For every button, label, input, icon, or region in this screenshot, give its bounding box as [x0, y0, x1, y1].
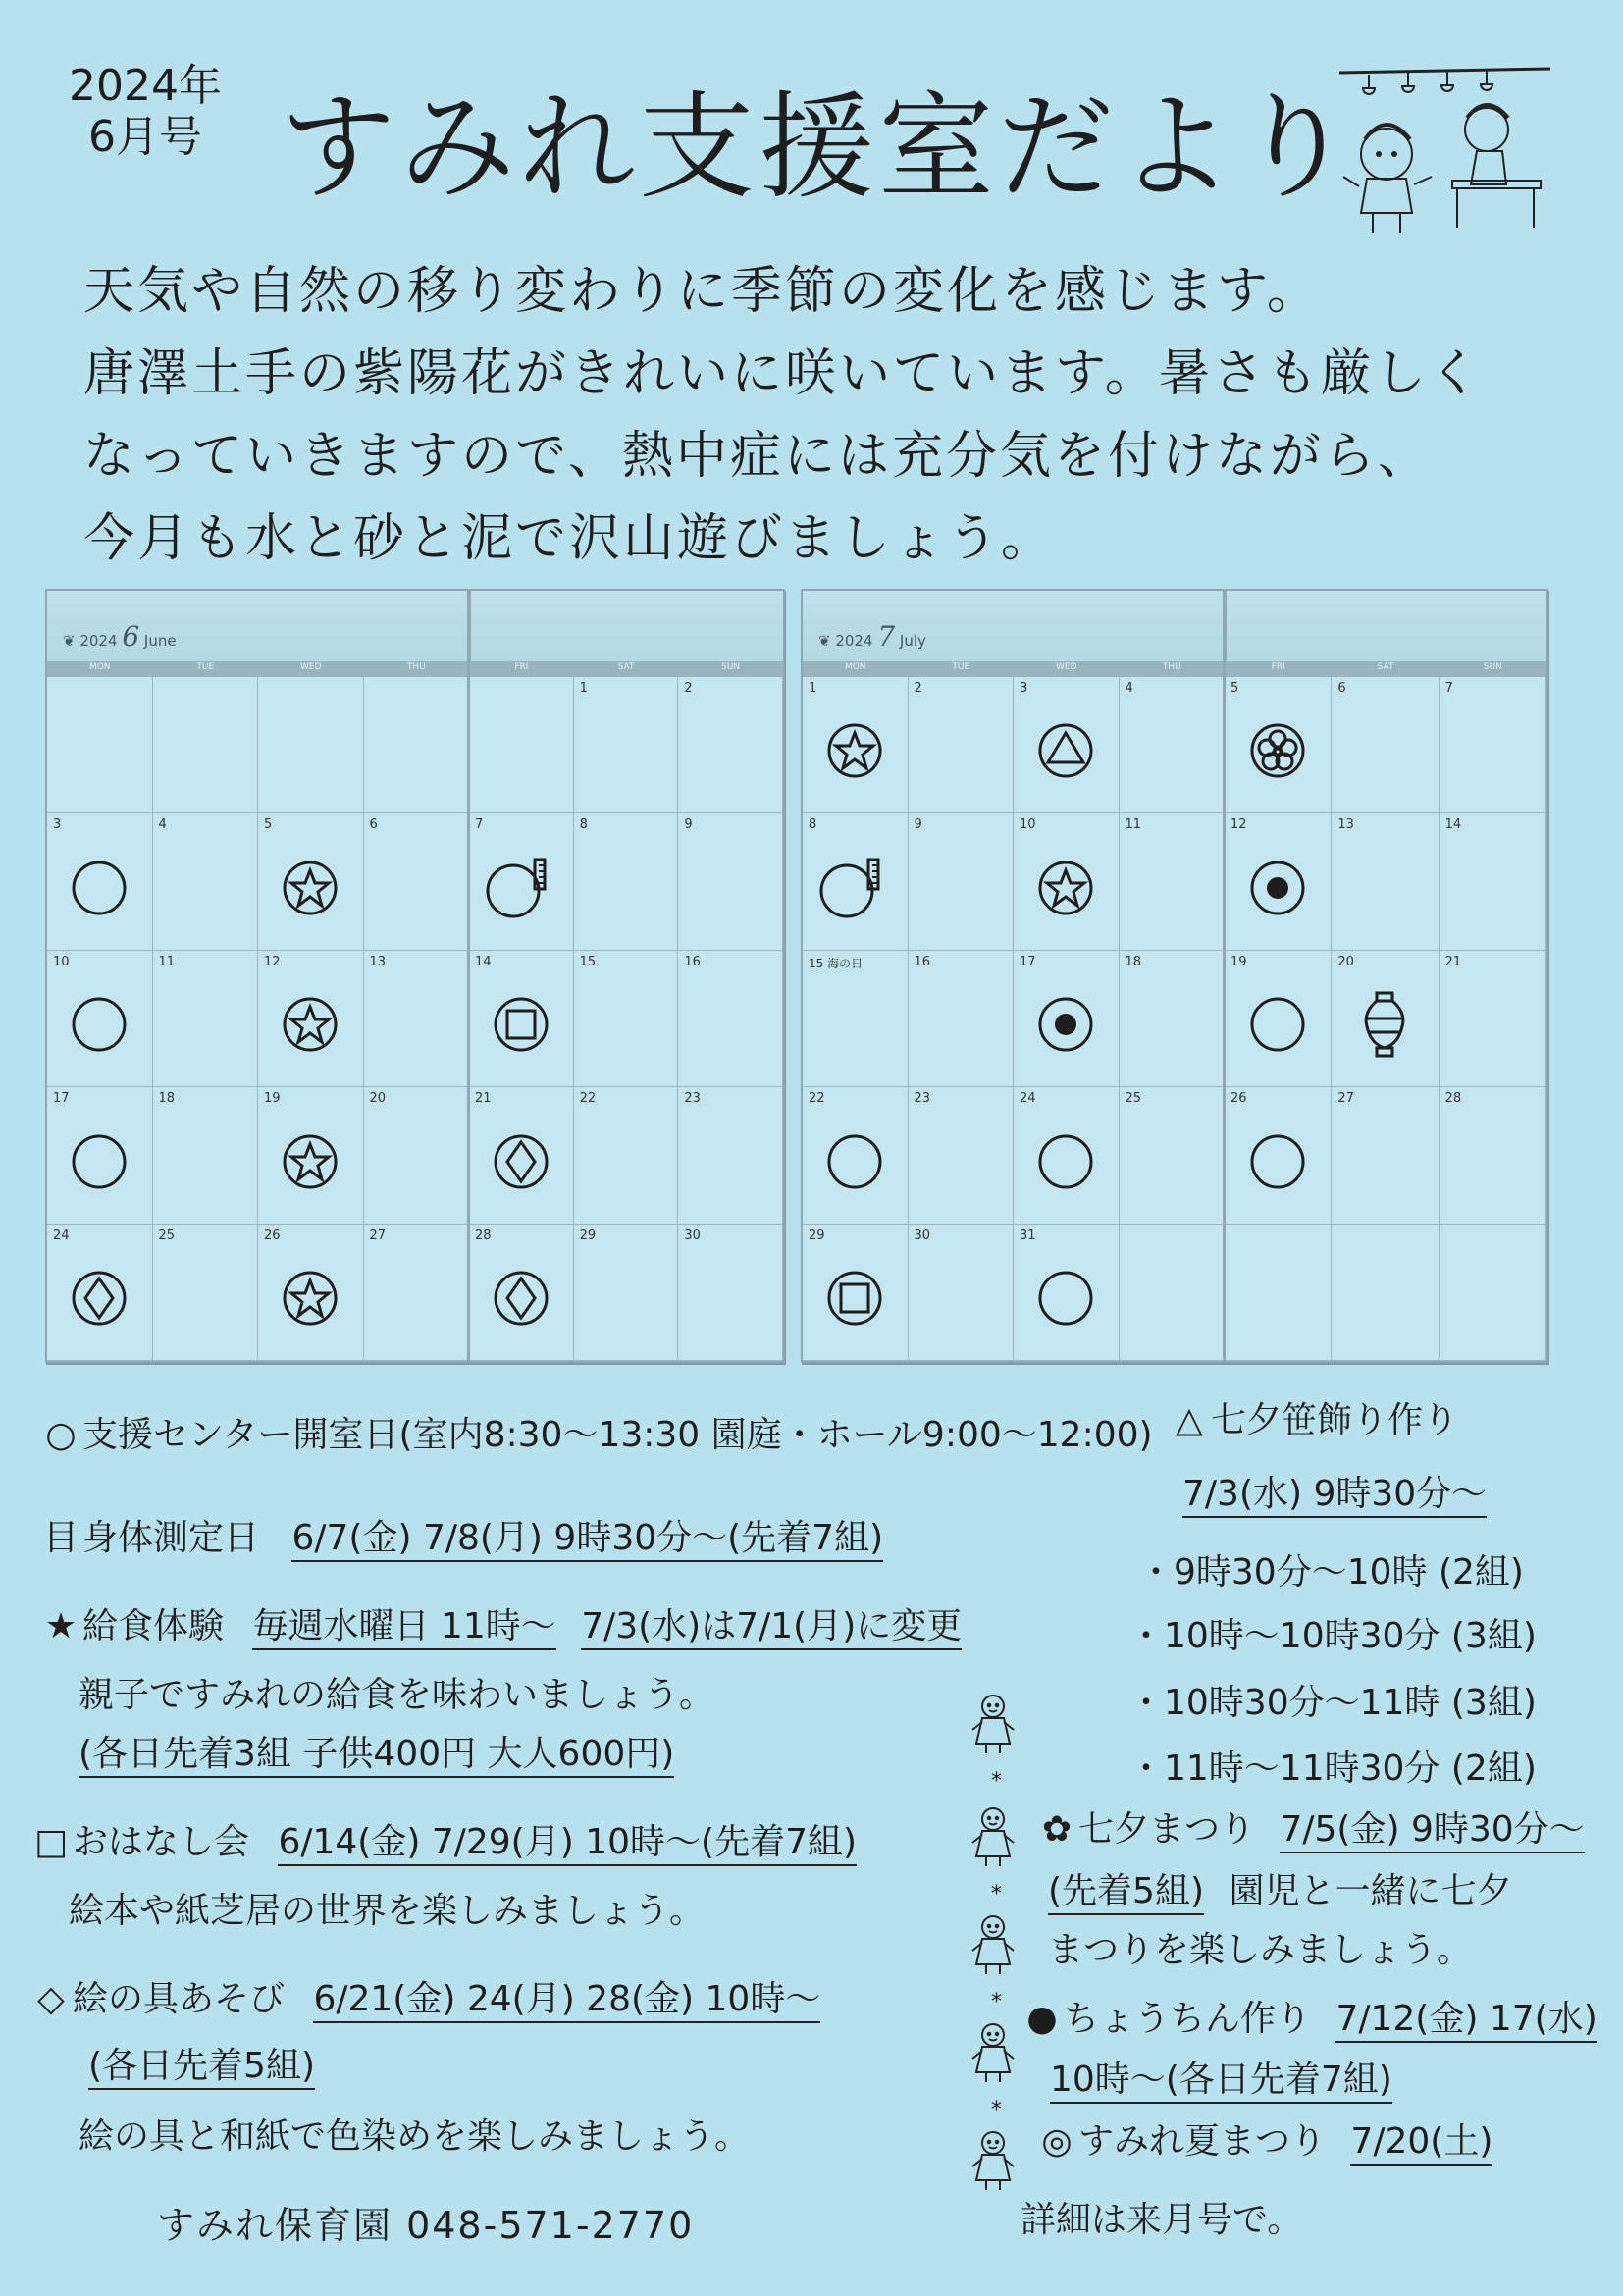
- child-figure-icon: [967, 2021, 1020, 2084]
- info-center: [39, 1413, 1153, 1458]
- weekday-label: WED: [1055, 662, 1077, 672]
- weekday-label: FRI: [1271, 662, 1285, 672]
- square-marker-icon: [823, 1267, 886, 1333]
- weekday-label: SUN: [1483, 662, 1502, 672]
- lunch-line-3: [79, 1732, 674, 1777]
- footer-contact: すみれ保育園 048-571-2770: [157, 2204, 695, 2247]
- calendar-day-cell: [1225, 951, 1332, 1087]
- weekday-label: FRI: [514, 662, 529, 672]
- circle-marker-icon: [823, 1130, 886, 1197]
- day-number: 3: [1020, 681, 1028, 696]
- june-calendar: [45, 589, 785, 1363]
- day-number: 21: [475, 1091, 492, 1107]
- june-year: 2024: [79, 632, 118, 650]
- calendar-day-cell: [364, 1087, 470, 1224]
- calendar-day-cell: [678, 813, 783, 950]
- day-number: 10: [1020, 817, 1036, 833]
- calendar-day-cell: [1332, 1087, 1439, 1224]
- calendar-day-cell: [803, 813, 909, 950]
- child-figure-icon: [967, 1913, 1020, 1976]
- calendar-day-cell: [1014, 1225, 1120, 1361]
- weekday-label: WED: [299, 662, 322, 672]
- june-grid: [47, 677, 783, 1361]
- circle-marker-icon: [1246, 1130, 1309, 1197]
- intro-message: [83, 250, 1536, 580]
- star-marker-icon: [279, 1130, 341, 1197]
- day-number: 15 海の日: [809, 956, 864, 970]
- day-number: 9: [914, 817, 922, 833]
- day-number: 5: [264, 817, 273, 833]
- calendar-day-cell: [1225, 677, 1332, 813]
- issue-year: 2024年: [69, 61, 222, 111]
- calendar-day-cell: [678, 1087, 783, 1224]
- dot-marker-icon: [1246, 857, 1309, 923]
- circle-icon: ○: [45, 1415, 77, 1455]
- calendar-day-cell: [47, 677, 153, 813]
- circle-ruler-marker-icon: [482, 854, 560, 926]
- star-marker-icon: [823, 719, 886, 786]
- lantern-marker-icon: [1353, 989, 1416, 1064]
- day-number: 30: [914, 1227, 931, 1243]
- separator-dot-icon: *: [991, 1882, 1002, 1906]
- paint-label: 絵の具あそび: [73, 1979, 286, 2019]
- calendar-day-cell: [1332, 951, 1439, 1087]
- diamond-marker-icon: [490, 1267, 552, 1333]
- july-weekday-bar: [803, 661, 1546, 677]
- intro-line: 今月も水と砂と泥で沢山遊びましょう。: [83, 509, 1056, 568]
- calendar-day-cell: [258, 1087, 364, 1224]
- circle-marker-icon: [68, 993, 131, 1060]
- info-measure: [39, 1516, 883, 1561]
- tanabata-deco-date-text: 7/3(水) 9時30分〜: [1182, 1474, 1487, 1518]
- july-calendar-header: [803, 591, 1546, 662]
- star-marker-icon: [279, 1267, 341, 1333]
- calendar-day-cell: [909, 1087, 1015, 1224]
- calendar-day-cell: [1014, 677, 1120, 813]
- calendar-day-cell: [258, 813, 364, 950]
- day-number: 29: [579, 1227, 597, 1243]
- weekday-label: THU: [1162, 662, 1181, 672]
- day-number: 19: [1230, 954, 1247, 969]
- day-number: 18: [1125, 954, 1142, 969]
- day-number: 6: [369, 817, 378, 833]
- measure-label: 身体測定日: [82, 1518, 260, 1558]
- day-number: 7: [1444, 681, 1453, 696]
- center-text: 支援センター開室日(室内8:30〜13:30 園庭・ホール9:00〜12:00): [82, 1415, 1153, 1455]
- june-month-number: 6: [122, 620, 140, 652]
- day-number: 8: [579, 817, 588, 833]
- july-calendar-label: ❦ 2024 7 July: [818, 620, 926, 652]
- paint-line-2: [88, 2044, 315, 2089]
- circle-ruler-marker-icon: [815, 854, 894, 926]
- day-number: 6: [1337, 681, 1346, 696]
- day-number: 28: [1444, 1091, 1462, 1107]
- summer-line-2: 詳細は来月号で。: [1021, 2200, 1303, 2240]
- day-number: 19: [264, 1091, 281, 1107]
- day-number: 30: [684, 1227, 701, 1243]
- dot-marker-icon: [1034, 993, 1097, 1060]
- newsletter-title: すみれ支援室だより: [280, 79, 1358, 215]
- circle-marker-icon: [68, 1130, 131, 1197]
- tanabata-deco-date: [1182, 1472, 1487, 1517]
- day-number: 24: [53, 1227, 70, 1243]
- calendar-day-cell: [47, 813, 153, 950]
- lunch-line-2: 親子ですみれの給食を味わいましょう。: [79, 1675, 715, 1715]
- calendar-day-cell: [47, 951, 153, 1087]
- calendar-day-cell: [1440, 813, 1546, 950]
- tanabata-fest-label: 七夕まつり: [1078, 1809, 1256, 1850]
- tanabata-slot: ・9時30分〜10時 (2組): [1138, 1552, 1524, 1592]
- calendar-day-cell: [909, 813, 1015, 950]
- summer-date: 7/20(土): [1350, 2121, 1492, 2166]
- flower-icon: ✿: [1041, 1809, 1073, 1850]
- measure-icon: 目: [42, 1518, 79, 1558]
- star-marker-icon: [279, 993, 341, 1060]
- calendar-day-cell: [803, 1225, 909, 1361]
- calendar-day-cell: [469, 813, 574, 950]
- june-weekday-bar: [47, 661, 783, 677]
- day-number: 17: [1020, 954, 1036, 969]
- calendar-day-cell: [574, 677, 679, 813]
- day-number: 5: [1230, 681, 1239, 696]
- weekday-label: MON: [844, 662, 866, 672]
- calendar-day-cell: [574, 813, 679, 950]
- intro-line: なっていきますので、熱中症には充分気を付けながら、: [83, 427, 1432, 486]
- day-number: 16: [914, 954, 931, 969]
- lantern-icon: ◎: [1041, 2121, 1073, 2162]
- day-number: 2: [914, 681, 922, 696]
- day-number: 27: [369, 1227, 387, 1243]
- calendar-day-cell: [803, 677, 909, 813]
- summer-label: すみれ夏まつり: [1078, 2121, 1327, 2162]
- day-number: 11: [158, 954, 176, 969]
- day-number: 17: [53, 1091, 70, 1107]
- day-number: 9: [684, 817, 693, 833]
- day-number: 22: [809, 1091, 825, 1107]
- square-icon: □: [33, 1822, 68, 1862]
- july-month-name: July: [899, 632, 926, 650]
- triangle-marker-icon: [1034, 719, 1097, 786]
- calendar-day-cell: [803, 951, 909, 1087]
- calendar-day-cell: [678, 677, 783, 813]
- calendar-day-cell: [258, 1225, 364, 1361]
- day-number: 23: [914, 1091, 931, 1107]
- june-month-name: June: [143, 632, 177, 650]
- child-figure-icon: [967, 2129, 1020, 2192]
- paint-line-3: 絵の具と和紙で色染めを楽しみましょう。: [79, 2116, 751, 2157]
- day-number: 26: [264, 1227, 281, 1243]
- calendar-day-cell: [153, 813, 259, 950]
- july-grid: [803, 677, 1546, 1361]
- weekday-label: THU: [406, 662, 426, 672]
- day-number: 22: [579, 1091, 597, 1107]
- tanabata-fest-title: [1035, 1807, 1585, 1852]
- day-number: 25: [158, 1227, 176, 1243]
- day-number: 10: [53, 954, 70, 969]
- day-number: 7: [475, 817, 484, 833]
- weekday-label: SAT: [1377, 662, 1394, 672]
- day-number: 26: [1230, 1091, 1247, 1107]
- calendar-day-cell: [1120, 1087, 1226, 1224]
- paint-limit: (各日先着5組): [88, 2046, 315, 2090]
- circle-marker-icon: [1034, 1130, 1097, 1197]
- calendar-day-cell: [153, 1225, 259, 1361]
- calendar-day-cell: [1225, 1225, 1332, 1361]
- paint-detail: 6/21(金) 24(月) 28(金) 10時〜: [313, 1979, 820, 2023]
- weekday-label: TUE: [196, 662, 215, 672]
- calendar-day-cell: [364, 813, 470, 950]
- calendar-day-cell: [47, 1225, 153, 1361]
- lantern-detail: 10時〜(各日先着7組): [1050, 2060, 1392, 2104]
- calendar-day-cell: [909, 1225, 1015, 1361]
- day-number: 20: [1337, 954, 1354, 969]
- summer-title: [1035, 2119, 1492, 2165]
- july-year: 2024: [835, 632, 873, 650]
- calendar-day-cell: [469, 677, 574, 813]
- day-number: 3: [53, 817, 62, 833]
- calendar-day-cell: [1014, 813, 1120, 950]
- calendar-day-cell: [364, 1225, 470, 1361]
- story-detail: 6/14(金) 7/29(月) 10時〜(先着7組): [278, 1822, 857, 1866]
- triangle-icon: △: [1176, 1400, 1203, 1440]
- calendar-day-cell: [678, 951, 783, 1087]
- separator-dot-icon: *: [991, 1990, 1002, 2014]
- calendar-day-cell: [1332, 1225, 1439, 1361]
- calendar-day-cell: [469, 1225, 574, 1361]
- weekday-label: MON: [88, 662, 111, 672]
- day-number: 11: [1125, 817, 1142, 833]
- tanabata-fest-date: 7/5(金) 9時30分〜: [1280, 1809, 1584, 1853]
- calendar-day-cell: [153, 951, 259, 1087]
- dot-icon: ●: [1026, 1999, 1058, 2039]
- child-figure-icon: [967, 1805, 1020, 1868]
- measure-detail: 6/7(金) 7/8(月) 9時30分〜(先着7組): [291, 1518, 883, 1562]
- lantern-label: ちょうちん作り: [1064, 1999, 1312, 2039]
- issue-date: [69, 61, 222, 163]
- calendar-day-cell: [909, 951, 1015, 1087]
- calendar-day-cell: [909, 677, 1015, 813]
- day-number: 29: [809, 1227, 825, 1243]
- weekday-label: TUE: [952, 662, 970, 672]
- diamond-marker-icon: [68, 1267, 131, 1333]
- july-calendar: [801, 589, 1548, 1363]
- weekday-label: SAT: [617, 662, 635, 672]
- calendar-day-cell: [1440, 1225, 1546, 1361]
- calendar-day-cell: [1120, 813, 1226, 950]
- day-number: 15: [579, 954, 597, 969]
- tanabata-fest-line-3: まつりを楽しみましょう。: [1048, 1930, 1473, 1970]
- lunch-change: 7/3(水)は7/1(月)に変更: [581, 1606, 962, 1650]
- calendar-day-cell: [574, 1087, 679, 1224]
- tanabata-deco-label: 七夕笹飾り作り: [1211, 1400, 1459, 1440]
- day-number: 25: [1125, 1091, 1142, 1107]
- day-number: 24: [1020, 1091, 1036, 1107]
- story-line-2: 絵本や紙芝居の世界を楽しみましょう。: [69, 1891, 706, 1931]
- diamond-icon: ◇: [37, 1979, 65, 2019]
- calendar-day-cell: [1014, 951, 1120, 1087]
- star-icon: ★: [44, 1606, 78, 1646]
- tanabata-slot: ・10時30分〜11時 (3組): [1128, 1683, 1537, 1723]
- issue-month: 6月号: [87, 112, 202, 162]
- calendar-day-cell: [1440, 951, 1546, 1087]
- calendar-day-cell: [469, 951, 574, 1087]
- lunch-label: 給食体験: [82, 1606, 225, 1646]
- calendar-day-cell: [1440, 1087, 1546, 1224]
- circle-marker-icon: [1034, 1267, 1097, 1333]
- day-number: 31: [1020, 1227, 1036, 1243]
- intro-line: 天気や自然の移り変わりに季節の変化を感じます。: [83, 262, 1321, 321]
- tanabata-fest-text: 園児と一緒に七夕: [1229, 1871, 1512, 1911]
- calendar-day-cell: [803, 1087, 909, 1224]
- story-label: おはなし会: [73, 1822, 250, 1862]
- calendar-day-cell: [1332, 813, 1439, 950]
- calendar-day-cell: [1440, 677, 1546, 813]
- day-number: 13: [1337, 817, 1354, 833]
- calendar-day-cell: [1120, 677, 1226, 813]
- calendar-day-cell: [678, 1225, 783, 1361]
- day-number: 1: [809, 681, 817, 696]
- calendar-day-cell: [47, 1087, 153, 1224]
- day-number: 16: [684, 954, 701, 969]
- day-number: 8: [809, 817, 817, 833]
- day-number: 14: [1444, 817, 1462, 833]
- info-story: [29, 1820, 857, 1865]
- day-number: 4: [1125, 681, 1133, 696]
- calendar-day-cell: [364, 951, 470, 1087]
- lunch-fee: (各日先着3組 子供400円 大人600円): [79, 1734, 674, 1778]
- calendar-day-cell: [469, 1087, 574, 1224]
- day-number: 14: [475, 954, 492, 969]
- square-marker-icon: [490, 993, 552, 1060]
- tanabata-fest-limit: (先着5組): [1048, 1871, 1204, 1915]
- circle-marker-icon: [68, 857, 131, 923]
- tanabata-slot: ・10時〜10時30分 (3組): [1128, 1616, 1537, 1656]
- flower-marker-icon: [1246, 719, 1309, 786]
- children-illustration: [1330, 61, 1555, 242]
- weekday-label: SUN: [721, 662, 741, 672]
- info-paint: [29, 1977, 820, 2022]
- day-number: 4: [158, 817, 167, 833]
- calendar-day-cell: [1014, 1087, 1120, 1224]
- calendar-day-cell: [153, 1087, 259, 1224]
- day-number: 1: [579, 681, 588, 696]
- calendar-day-cell: [1332, 677, 1439, 813]
- calendar-day-cell: [574, 951, 679, 1087]
- child-figure-icon: [967, 1693, 1020, 1755]
- calendar-day-cell: [1120, 951, 1226, 1087]
- diamond-marker-icon: [490, 1130, 552, 1197]
- day-number: 23: [684, 1091, 701, 1107]
- june-calendar-header: [47, 591, 783, 662]
- day-number: 27: [1337, 1091, 1354, 1107]
- tanabata-fest-line-2: [1048, 1869, 1511, 1914]
- lantern-date: 7/12(金) 17(水): [1335, 1999, 1597, 2043]
- calendar-day-cell: [574, 1225, 679, 1361]
- day-number: 18: [158, 1091, 176, 1107]
- day-number: 2: [684, 681, 693, 696]
- star-marker-icon: [1034, 857, 1097, 923]
- calendar-day-cell: [1225, 1087, 1332, 1224]
- day-number: 21: [1444, 954, 1462, 969]
- info-lunch: [39, 1604, 962, 1649]
- calendar-day-cell: [153, 677, 259, 813]
- lunch-detail: 毎週水曜日 11時〜: [252, 1606, 555, 1650]
- calendar-day-cell: [1225, 813, 1332, 950]
- july-month-number: 7: [877, 620, 896, 652]
- day-number: 12: [264, 954, 281, 969]
- circle-marker-icon: [1246, 993, 1309, 1060]
- calendar-day-cell: [258, 677, 364, 813]
- calendar-day-cell: [1120, 1225, 1226, 1361]
- separator-dot-icon: *: [991, 1769, 1002, 1794]
- calendar-day-cell: [364, 677, 470, 813]
- tanabata-deco-title: [1168, 1398, 1458, 1443]
- day-number: 20: [369, 1091, 387, 1107]
- june-calendar-label: ❦ 2024 6 June: [63, 620, 177, 652]
- intro-line: 唐澤土手の紫陽花がきれいに咲いています。暑さも厳しく: [83, 344, 1483, 403]
- tanabata-slot: ・11時〜11時30分 (2組): [1128, 1748, 1537, 1789]
- separator-dot-icon: *: [991, 2098, 1002, 2122]
- day-number: 28: [475, 1227, 492, 1243]
- star-marker-icon: [279, 857, 341, 923]
- day-number: 12: [1230, 817, 1247, 833]
- calendar-day-cell: [258, 951, 364, 1087]
- lantern-title: [1021, 1997, 1597, 2042]
- day-number: 13: [369, 954, 387, 969]
- lantern-line-2: [1050, 2058, 1392, 2103]
